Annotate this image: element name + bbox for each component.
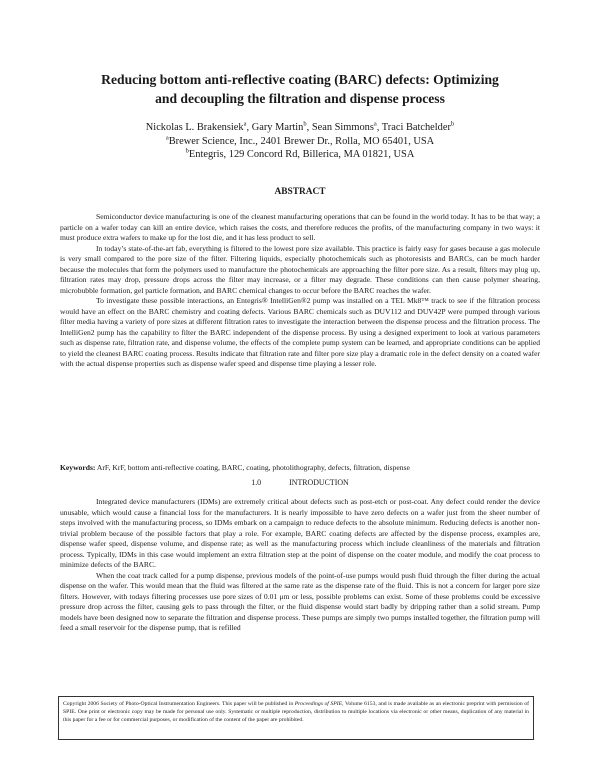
copyright-text-post: , Volume 6153, and is made available as an electronic preprint with permission of SPIE. One print or electronic copy may be made for personal use only. Systematic or multiple reproduction, distribution to multiple locations via electronic or other means, duplication of any material in this paper for a fee or for commercial purposes, or modification of the content of the paper are prohibited. <box>63 701 529 723</box>
author-name: Gary Martin <box>251 122 304 133</box>
author-name: Nickolas L. Brakensiek <box>145 122 244 133</box>
affiliation-b <box>60 148 540 162</box>
keywords-text: ArF, KrF, bottom anti-reflective coating, BARC, coating, photolithography, defects, filtration, dispense <box>95 463 410 472</box>
affiliation-mark: a <box>165 134 169 142</box>
title-line-2: and decoupling the filtration and dispense process <box>155 91 445 106</box>
section-number: 1.0 <box>251 478 262 487</box>
title-line-1: Reducing bottom anti-reflective coating (BARC) defects: Optimizing <box>101 72 499 87</box>
author-affil-mark: a <box>373 120 377 128</box>
author-affil-mark: b <box>450 120 455 128</box>
abstract-paragraph: In today’s state-of-the-art fab, everything is filtered to the lowest pore size available. This practice is fairly easy for gases because a gas molecule is very small compared to the pore size of the filter. Filtering liquids, especially photochemicals such as photoresists and BARCs, can be much harder because the molecules that form the polymers used to manufacture the photochemicals are approaching the filter pore size. As a result, filters may plug up, filtration rates may drop, pressure drops across the filter may increase, or a filter may degrade. These conditions can then cause polymer shearing, microbubble formation, gel particle formation, and BARC chemical changes to occur before the BARC reaches the wafer. <box>60 243 540 295</box>
keywords-label: Keywords: <box>60 463 96 472</box>
author-affil-mark: a <box>243 120 247 128</box>
author-affil-mark: b <box>303 120 307 128</box>
abstract-body <box>60 212 540 370</box>
intro-paragraph: Integrated device manufacturers (IDMs) are extremely critical about defects such as post-etch or post-coat. Any defect could render the device unusable, which would cause a financial loss for the manufacturers. It is nearly impossible to have zero defects on a wafer just from the sheer number of steps involved with the manufacturing process, so IDMs embark on a campaign to reduce defects to the absolute minimum. Reducing defects is another non-trivial problem because of the possible factors that play a role. For example, BARC coating defects are affected by the dispense process, examples are, dispense wafer speed, dispense volume, and dispense rate; as well as the manufacturing process which include cleanliness of the materials and filtration process. Typically, IDMs in this case would implement an extra filtration step at the point of dispense on the coater module, and modify the coat process to minimize defects of the BARC. <box>60 497 540 569</box>
affiliation-a <box>60 135 540 149</box>
keywords-line <box>60 463 540 474</box>
paper-title <box>60 70 540 108</box>
affiliation-text: Brewer Science, Inc., 2401 Brewer Dr., Rolla, MO 65401, USA <box>168 135 435 147</box>
abstract-paragraph: Semiconductor device manufacturing is one of the cleanest manufacturing operations that can be found in the world today. It has to be that way; a particle on a wafer today can kill an entire device, which raises the costs, and therefore reduces the profits, of the manufacturing company in two ways: it must produce extra wafers to make up for the lost die, and it has less product to sell. <box>60 212 540 242</box>
journal-name: Proceedings of SPIE <box>294 701 343 707</box>
author-separator: , <box>376 122 382 133</box>
author-block <box>60 121 540 162</box>
author-separator: , <box>306 122 312 133</box>
intro-paragraph: When the coat track called for a pump dispense, previous models of the point-of-use pumps would push fluid through the filter during the actual dispense on the wafer. This would mean that the fluid was filtered at the same rate as the dispense rate of the fluid. This is not a concern for larger pore size filters. However, with todays filtering processes use pore sizes of 0.01 μm or less, possible problems can exist. Some of these problems could be excessive pressure drop across the filter, causing gels to pass through the filter, or the fluid dispense would start badly by dripping rather than a solid stream. Pump models have been designed now to separate the filtration and dispense process. These pumps are simply two pumps installed together, the filtration pump will feed a small reservoir for the dispense pump, that is refilled <box>60 570 540 632</box>
copyright-text-pre: Copyright 2006 Society of Photo-Optical Instrumentation Engineers. This paper will be published in <box>63 701 295 707</box>
author-name: Traci Batchelder <box>381 122 451 133</box>
introduction-body <box>60 497 540 634</box>
abstract-paragraph: To investigate these possible interactions, an Entegris® IntelliGen®2 pump was installed on a TEL Mk8™ track to see if the filtration process would have an effect on the BARC chemistry and coating defects. Various BARC chemicals such as DUV112 and DUV42P were pumped through various filter media having a variety of pore sizes at different filtration rates to investigate the interaction between the dispense process and the filtration process. The IntelliGen2 pump has the capability to filter the BARC independent of the dispense process. By using a designed experiment to look at various parameters such as dispense rate, filtration rate, and dispense volume, the effects of the complete pump system can be learned, and appropriate conditions can be applied to yield the cleanest BARC coating process. Results indicate that filtration rate and filter pore size play a dramatic role in the defect density on a coated wafer with the actual dispense properties such as dispense wafer speed and dispense time playing a lesser role. <box>60 296 540 368</box>
author-separator: , <box>246 122 252 133</box>
copyright-notice <box>58 696 534 740</box>
affiliation-mark: b <box>185 147 189 155</box>
section-heading <box>60 477 540 488</box>
section-title: INTRODUCTION <box>289 478 349 487</box>
affiliation-text: Entegris, 129 Concord Rd, Billerica, MA 01821, USA <box>188 149 415 160</box>
abstract-heading: ABSTRACT <box>274 187 326 197</box>
author-name: Sean Simmons <box>311 122 374 133</box>
author-list <box>60 121 540 135</box>
